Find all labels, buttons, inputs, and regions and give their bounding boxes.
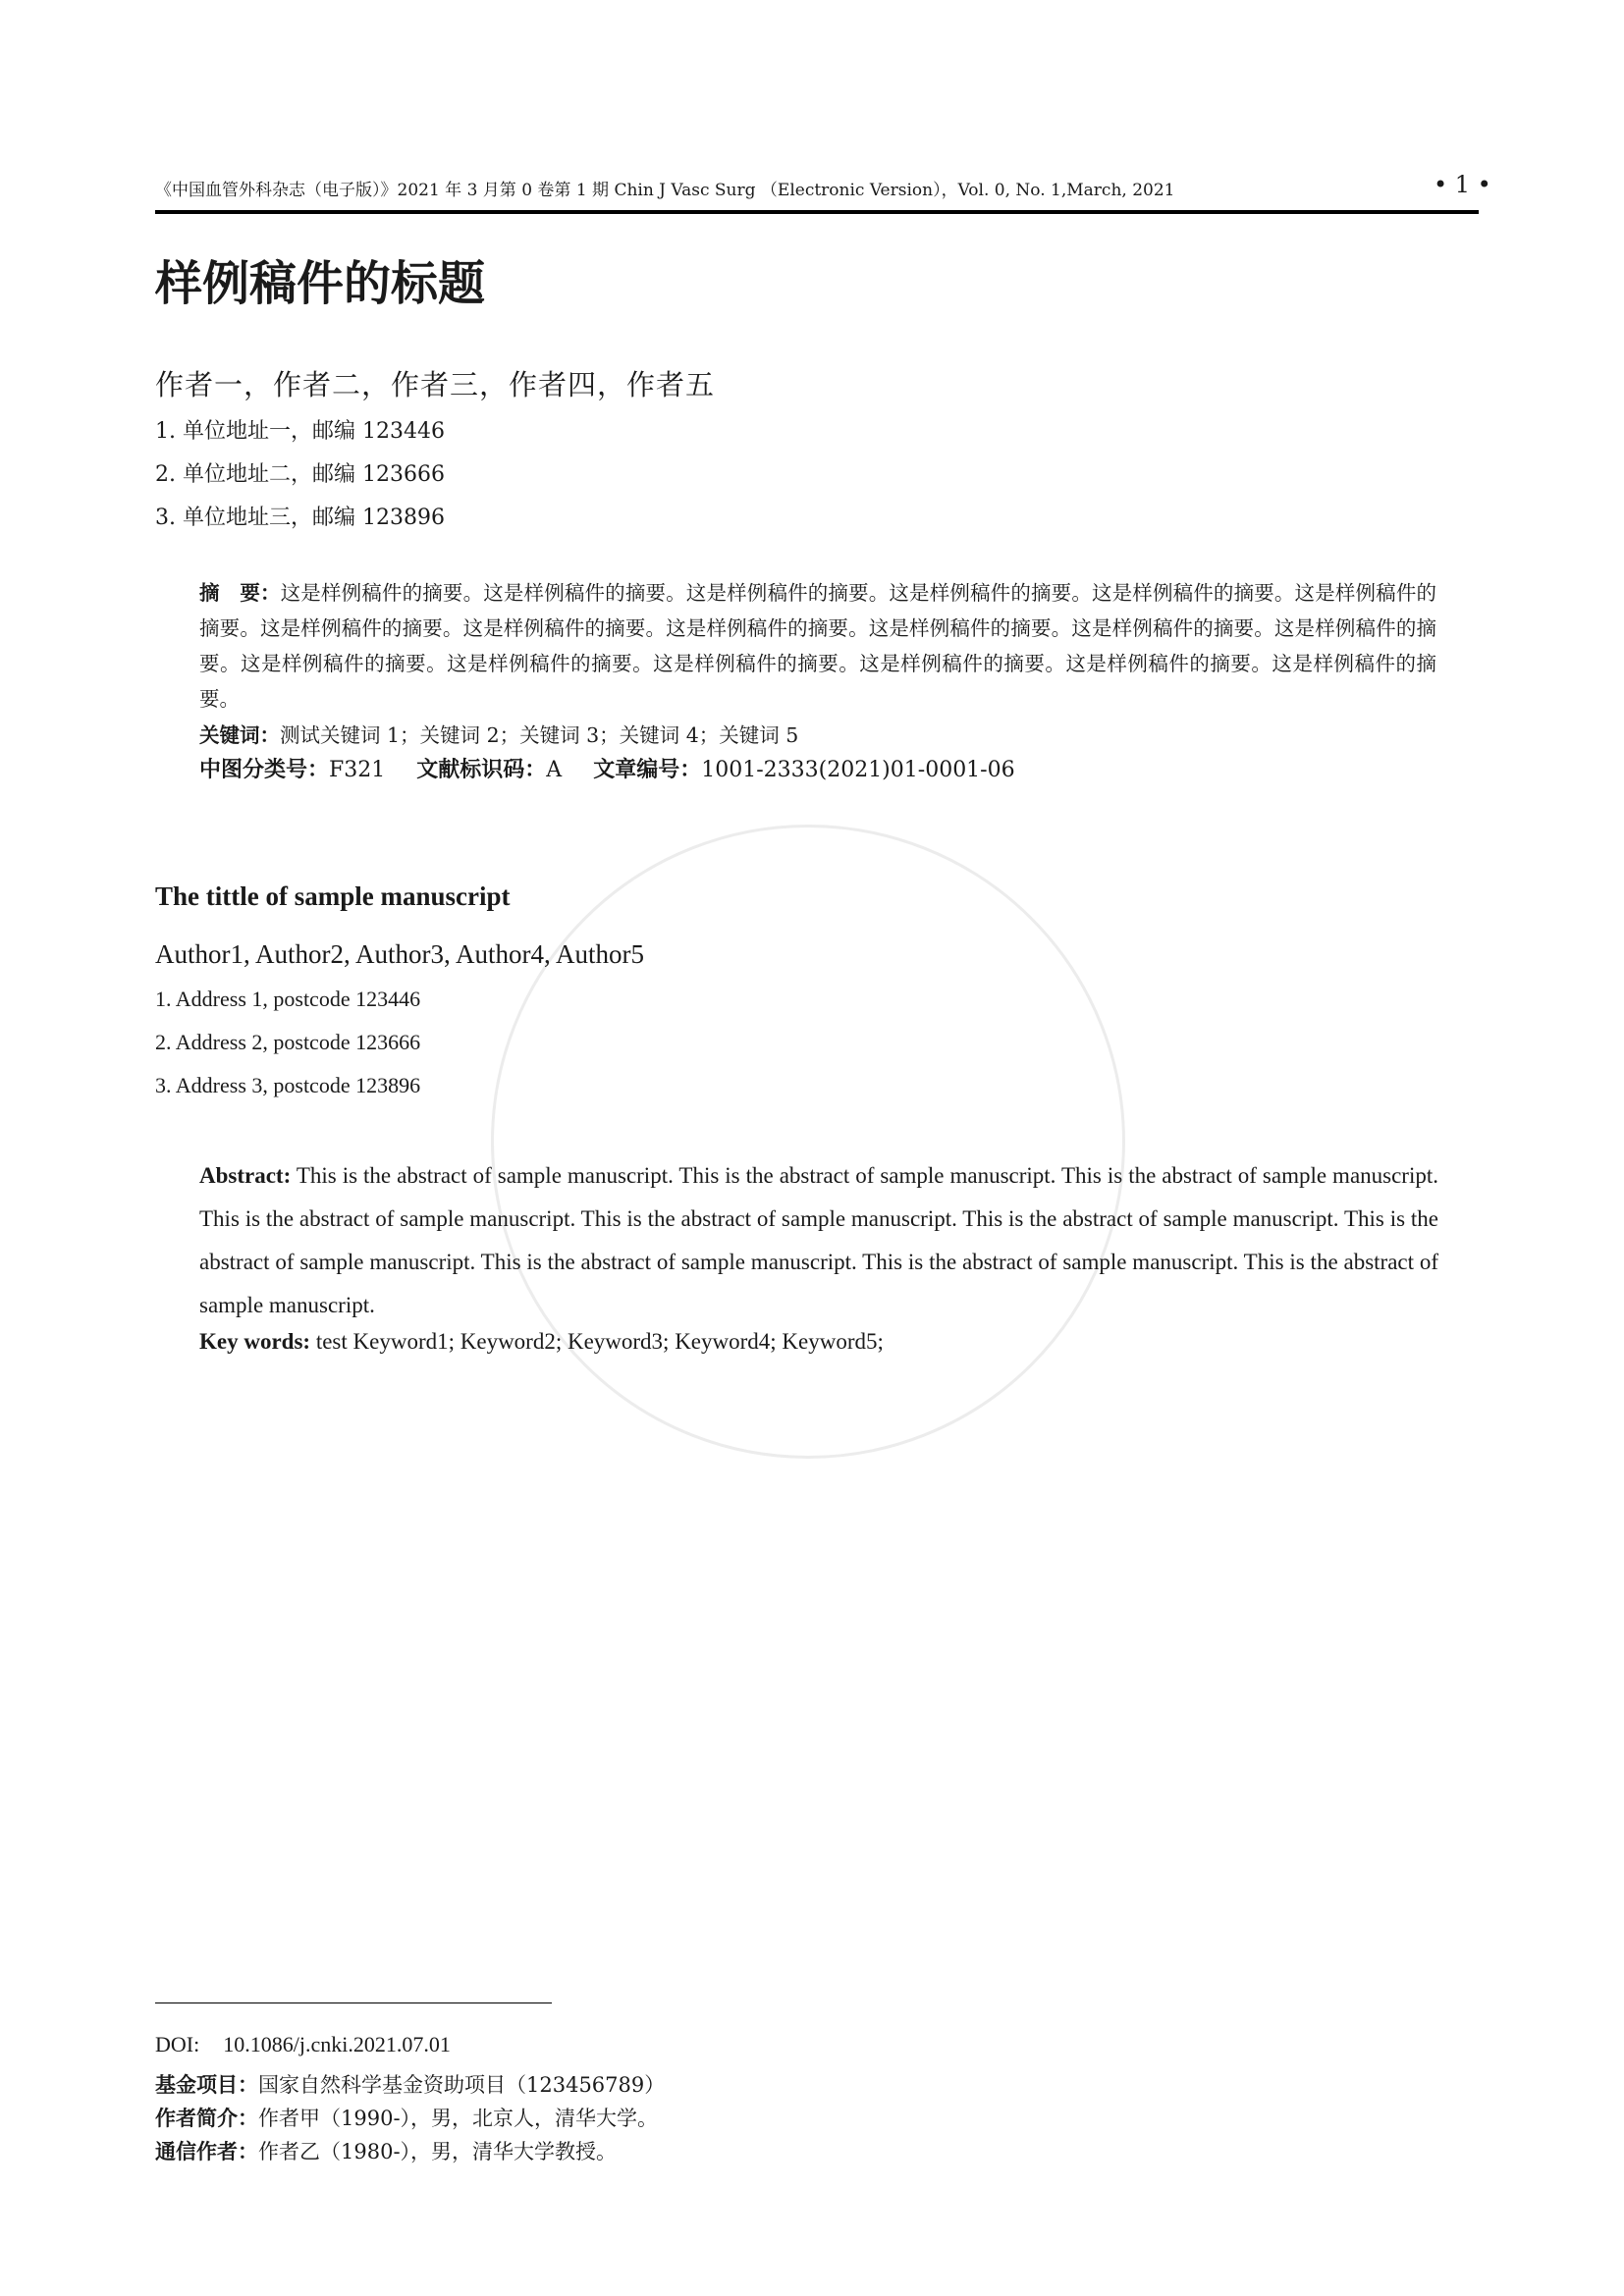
en-affiliation-1: 1. Address 1, postcode 123446 bbox=[155, 987, 421, 1011]
author-bio-line bbox=[155, 2103, 658, 2132]
doi-value: 10.1086/j.cnki.2021.07.01 bbox=[223, 2032, 451, 2056]
cn-keywords-text: 测试关键词 1；关键词 2；关键词 3；关键词 4；关键词 5 bbox=[280, 723, 799, 747]
cn-authors: 作者一，作者二，作者三，作者四，作者五 bbox=[155, 368, 716, 401]
cn-keywords bbox=[199, 719, 798, 748]
cn-affiliation-3: 3. 单位地址三，邮编 123896 bbox=[155, 506, 445, 530]
en-affiliation-2: 2. Address 2, postcode 123666 bbox=[155, 1030, 421, 1054]
article-no-value: 1001-2333(2021)01-0001-06 bbox=[701, 758, 1015, 782]
running-head: 《中国血管外科杂志（电子版）》2021 年 3 月第 0 卷第 1 期 Chin J Vasc Surg （Electronic Version），Vol. 0, No. 1,March, 2021 bbox=[155, 181, 1175, 200]
en-title: The tittle of sample manuscript bbox=[155, 881, 511, 911]
cn-abstract-label: 摘 要： bbox=[199, 581, 281, 605]
header-rule bbox=[155, 210, 1479, 214]
article-no-label: 文章编号： bbox=[593, 758, 702, 782]
en-abstract-text: This is the abstract of sample manuscript. This is the abstract of sample manuscript. This is the abstract of sample manuscript. This is the abstract of sample manuscript. This is the abstract of sample manuscript. This is the abstract of sample manuscript. This is the abstract of sample manuscript. This is the abstract of sample manuscript. This is the abstract of sample manuscript. This is the abstract of sample manuscript. bbox=[199, 1163, 1438, 1317]
en-abstract bbox=[199, 1154, 1438, 1327]
en-authors: Author1, Author2, Author3, Author4, Author5 bbox=[155, 939, 644, 969]
cn-classification-line bbox=[199, 753, 1015, 783]
cn-keywords-label: 关键词： bbox=[199, 723, 280, 747]
author-bio-label: 作者简介： bbox=[155, 2107, 258, 2130]
en-keywords bbox=[199, 1329, 884, 1355]
cn-title: 样例稿件的标题 bbox=[155, 256, 486, 311]
watermark-circle bbox=[491, 825, 1125, 1459]
cn-abstract-text: 这是样例稿件的摘要。这是样例稿件的摘要。这是样例稿件的摘要。这是样例稿件的摘要。这是样例稿件的摘要。这是样例稿件的摘要。这是样例稿件的摘要。这是样例稿件的摘要。这是样例稿件的摘要。这是样例稿件的摘要。这是样例稿件的摘要。这是样例稿件的摘要。这是样例稿件的摘要。这是样例稿件的摘要。这是样例稿件的摘要。这是样例稿件的摘要。这是样例稿件的摘要。这是样例稿件的摘要。 bbox=[199, 581, 1437, 711]
en-abstract-label: Abstract: bbox=[199, 1163, 292, 1188]
doc-code-label: 文献标识码： bbox=[416, 758, 547, 782]
funding-label: 基金项目： bbox=[155, 2073, 258, 2097]
cn-abstract bbox=[199, 575, 1436, 717]
corresponding-label: 通信作者： bbox=[155, 2140, 258, 2163]
author-bio-value: 作者甲（1990-），男，北京人，清华大学。 bbox=[258, 2107, 659, 2130]
funding-line bbox=[155, 2069, 665, 2099]
en-keywords-label: Key words: bbox=[199, 1329, 311, 1354]
footnote-rule bbox=[155, 2002, 552, 2003]
corresponding-value: 作者乙（1980-），男，清华大学教授。 bbox=[258, 2140, 618, 2163]
clc-label: 中图分类号： bbox=[199, 758, 330, 782]
en-keywords-text: test Keyword1; Keyword2; Keyword3; Keyword4; Keyword5; bbox=[315, 1329, 884, 1354]
page-number: • 1 • bbox=[1434, 171, 1491, 198]
doc-code-value: A bbox=[546, 758, 563, 782]
doi-label: DOI: bbox=[155, 2032, 200, 2056]
corresponding-author-line bbox=[155, 2136, 617, 2165]
clc-value: F321 bbox=[329, 758, 386, 782]
cn-affiliation-1: 1. 单位地址一，邮编 123446 bbox=[155, 419, 445, 444]
funding-value: 国家自然科学基金资助项目（123456789） bbox=[258, 2073, 666, 2097]
cn-affiliation-2: 2. 单位地址二，邮编 123666 bbox=[155, 462, 445, 487]
doi-line bbox=[155, 2032, 451, 2057]
en-affiliation-3: 3. Address 3, postcode 123896 bbox=[155, 1073, 421, 1097]
